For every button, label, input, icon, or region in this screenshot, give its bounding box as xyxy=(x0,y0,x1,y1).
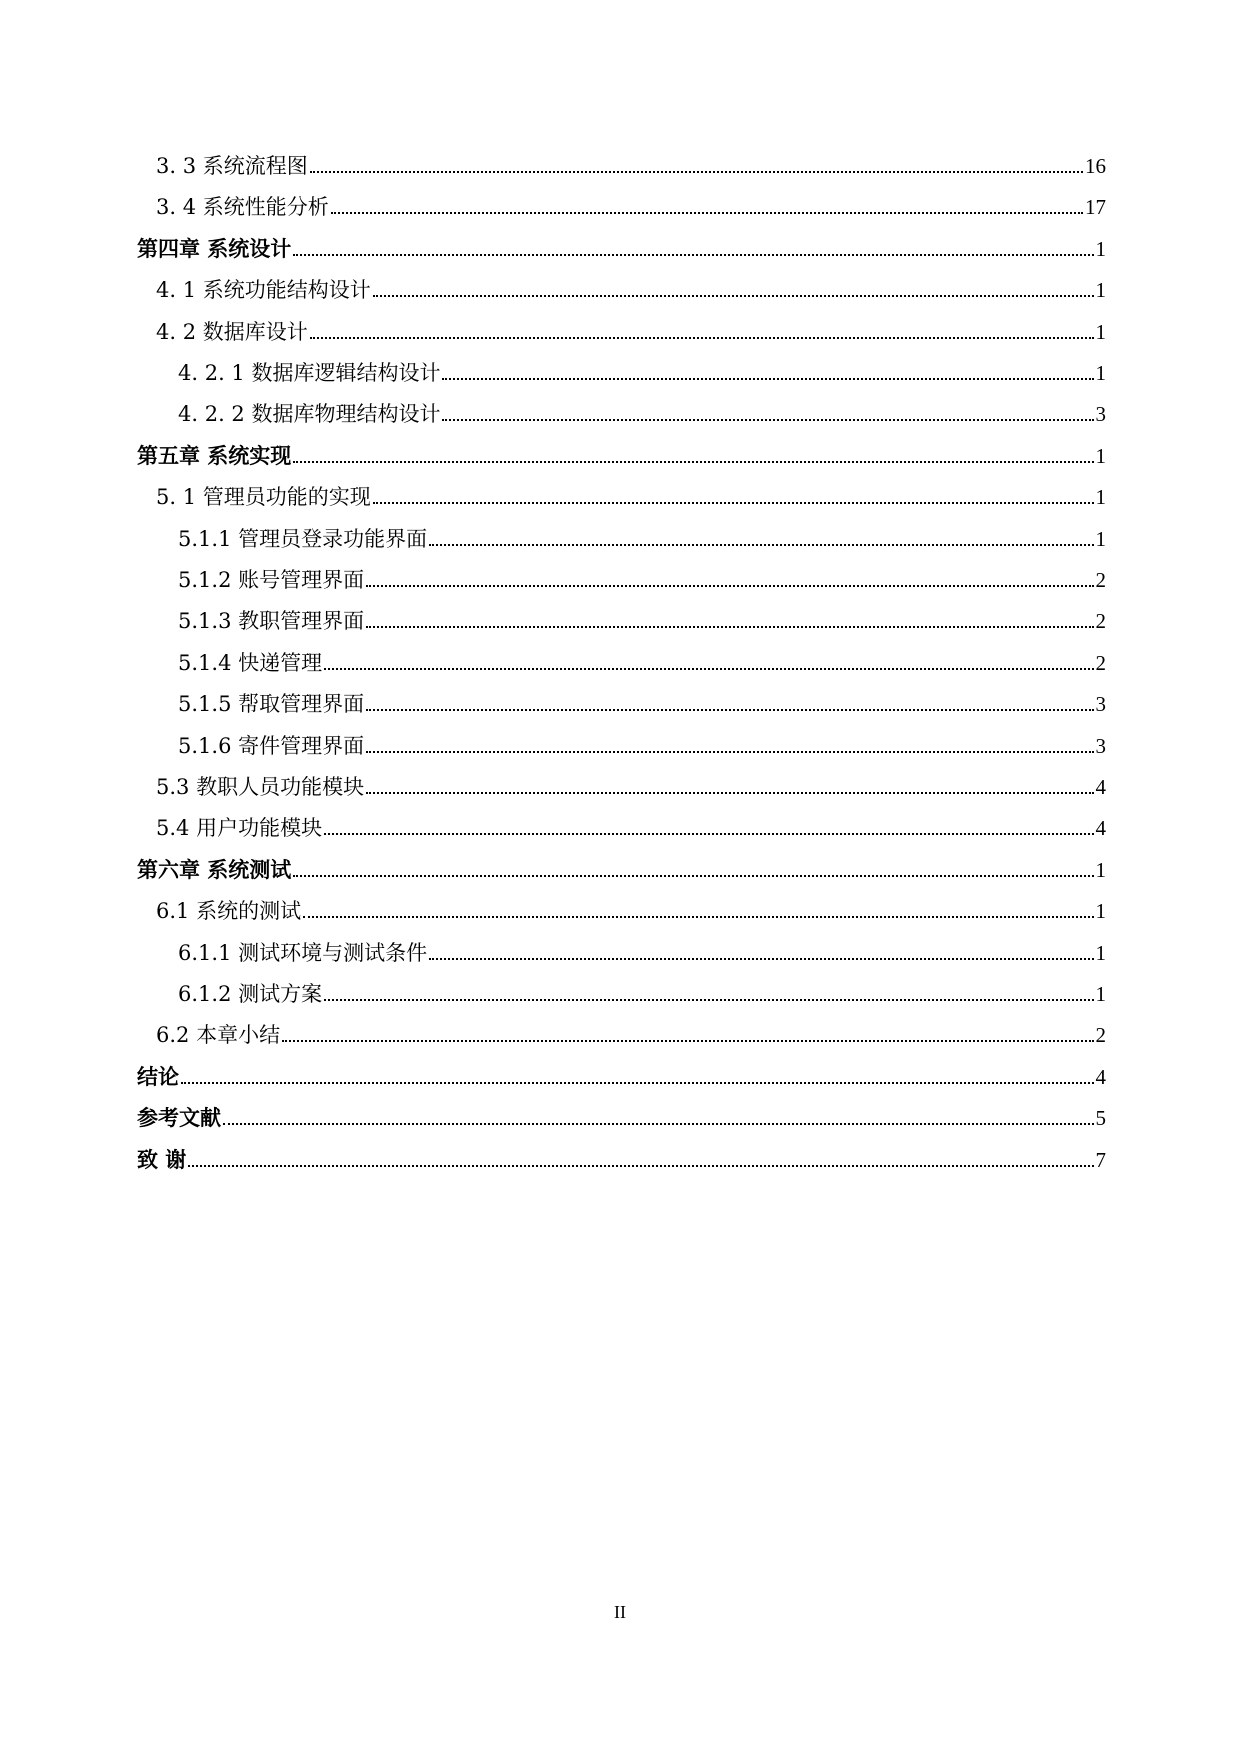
toc-entry-title: 5.1.3 教职管理界面 xyxy=(178,609,365,634)
toc-entry-page-number: 1 xyxy=(1095,361,1106,385)
toc-entry-page-number: 4 xyxy=(1095,1064,1106,1089)
toc-entry-title: 第五章 系统实现 xyxy=(137,443,292,468)
toc-dot-leader xyxy=(442,418,1093,421)
page-footer-number: II xyxy=(614,1602,626,1622)
toc-entry[interactable] xyxy=(137,232,1106,262)
toc-entry[interactable] xyxy=(178,522,1106,552)
toc-entry-page-number: 2 xyxy=(1095,1023,1106,1048)
toc-entry-title: 6.2 本章小结 xyxy=(156,1023,281,1048)
toc-entry[interactable] xyxy=(137,853,1106,883)
toc-entry[interactable] xyxy=(178,604,1106,634)
toc-entry-title: 第六章 系统测试 xyxy=(137,857,292,882)
toc-entry-page-number: 3 xyxy=(1095,402,1106,427)
toc-dot-leader xyxy=(373,294,1094,297)
toc-dot-leader xyxy=(310,170,1083,173)
toc-dot-leader xyxy=(324,998,1093,1001)
toc-entry[interactable] xyxy=(178,397,1106,427)
toc-dot-leader xyxy=(429,957,1093,960)
toc-entry-title: 4. 2 数据库设计 xyxy=(156,319,308,344)
toc-dot-leader xyxy=(310,336,1094,339)
toc-dot-leader xyxy=(282,1039,1093,1042)
toc-dot-leader xyxy=(366,750,1093,753)
toc-entry[interactable] xyxy=(137,1101,1106,1131)
toc-entry-page-number: 2 xyxy=(1095,650,1106,675)
toc-entry[interactable] xyxy=(156,894,1106,924)
toc-entry-page-number: 4 xyxy=(1095,816,1106,841)
toc-entry-title: 参考文献 xyxy=(137,1106,221,1131)
toc-entry-page-number: 16 xyxy=(1085,154,1106,178)
toc-entry[interactable] xyxy=(178,356,1106,386)
toc-entry-page-number: 1 xyxy=(1095,899,1106,924)
toc-entry-title: 4. 1 系统功能结构设计 xyxy=(156,278,371,303)
toc-dot-leader xyxy=(188,1164,1093,1167)
toc-entry-title: 6.1.2 测试方案 xyxy=(178,982,323,1006)
toc-entry[interactable] xyxy=(156,149,1106,179)
toc-entry[interactable] xyxy=(156,190,1106,220)
toc-entry[interactable] xyxy=(156,480,1106,510)
toc-entry[interactable] xyxy=(156,1018,1106,1048)
toc-entry-page-number: 1 xyxy=(1095,857,1106,882)
toc-entry-title: 5.1.6 寄件管理界面 xyxy=(178,733,365,758)
toc-entry-page-number: 17 xyxy=(1085,195,1106,220)
toc-entry[interactable] xyxy=(137,439,1106,469)
toc-dot-leader xyxy=(366,708,1093,711)
toc-entry-page-number: 2 xyxy=(1095,568,1106,592)
toc-entry[interactable] xyxy=(156,273,1106,303)
toc-entry-title: 5.1.5 帮取管理界面 xyxy=(178,692,365,717)
toc-dot-leader xyxy=(442,377,1093,380)
toc-entry-title: 6.1 系统的测试 xyxy=(156,899,302,924)
toc-entry-page-number: 7 xyxy=(1095,1147,1106,1172)
toc-entry-title: 结论 xyxy=(137,1064,179,1089)
toc-dot-leader xyxy=(366,791,1093,794)
toc-entry-page-number: 2 xyxy=(1095,609,1106,634)
toc-entry-page-number: 1 xyxy=(1095,485,1106,510)
toc-entry[interactable] xyxy=(178,687,1106,717)
toc-dot-leader xyxy=(223,1122,1094,1125)
toc-entry-title: 6.1.1 测试环境与测试条件 xyxy=(178,940,428,965)
toc-entry-page-number: 1 xyxy=(1095,526,1106,551)
toc-entry[interactable] xyxy=(178,563,1106,593)
toc-dot-leader xyxy=(293,460,1093,463)
toc-entry-title: 5.1.2 账号管理界面 xyxy=(178,568,365,592)
toc-dot-leader xyxy=(324,832,1093,835)
toc-entry-page-number: 1 xyxy=(1095,443,1106,468)
toc-entry-title: 4. 2. 2 数据库物理结构设计 xyxy=(178,402,441,427)
toc-entry[interactable] xyxy=(156,770,1106,800)
toc-entry-title: 第四章 系统设计 xyxy=(137,236,292,261)
toc-entry[interactable] xyxy=(137,1143,1106,1173)
toc-dot-leader xyxy=(293,874,1093,877)
toc-dot-leader xyxy=(429,543,1093,546)
toc-dot-leader xyxy=(366,584,1093,587)
toc-entry-page-number: 3 xyxy=(1095,733,1106,758)
toc-entry[interactable] xyxy=(178,936,1106,966)
toc-entry-page-number: 1 xyxy=(1095,982,1106,1006)
toc-entry-page-number: 1 xyxy=(1095,940,1106,965)
toc-dot-leader xyxy=(331,211,1083,214)
toc-entry-page-number: 1 xyxy=(1095,278,1106,303)
toc-dot-leader xyxy=(324,667,1093,670)
toc-entry[interactable] xyxy=(137,1060,1106,1090)
toc-entry-title: 5.1.4 快递管理 xyxy=(178,650,323,675)
toc-entry-page-number: 1 xyxy=(1095,236,1106,261)
toc-entry-title: 5.1.1 管理员登录功能界面 xyxy=(178,526,428,551)
toc-entry[interactable] xyxy=(156,811,1106,841)
toc-entry-page-number: 4 xyxy=(1095,775,1106,799)
toc-entry-title: 4. 2. 1 数据库逻辑结构设计 xyxy=(178,361,441,385)
toc-entry-title: 5.4 用户功能模块 xyxy=(156,816,323,841)
toc-entry[interactable] xyxy=(178,729,1106,759)
toc-entry-title: 5. 1 管理员功能的实现 xyxy=(156,485,371,510)
toc-entry-page-number: 1 xyxy=(1095,319,1106,344)
toc-dot-leader xyxy=(366,625,1093,628)
toc-dot-leader xyxy=(373,501,1094,504)
toc-entry[interactable] xyxy=(178,646,1106,676)
toc-entry-title: 3. 4 系统性能分析 xyxy=(156,195,329,220)
toc-entry[interactable] xyxy=(178,977,1106,1007)
toc-entry[interactable] xyxy=(156,315,1106,345)
toc-entry-title: 5.3 教职人员功能模块 xyxy=(156,775,365,799)
toc-dot-leader xyxy=(293,253,1093,256)
toc-entry-title: 3. 3 系统流程图 xyxy=(156,154,308,178)
toc-entry-page-number: 3 xyxy=(1095,692,1106,717)
toc-entry-page-number: 5 xyxy=(1095,1106,1106,1131)
toc-dot-leader xyxy=(303,915,1093,918)
toc-dot-leader xyxy=(181,1081,1094,1084)
toc-entry-title: 致 谢 xyxy=(137,1147,187,1172)
